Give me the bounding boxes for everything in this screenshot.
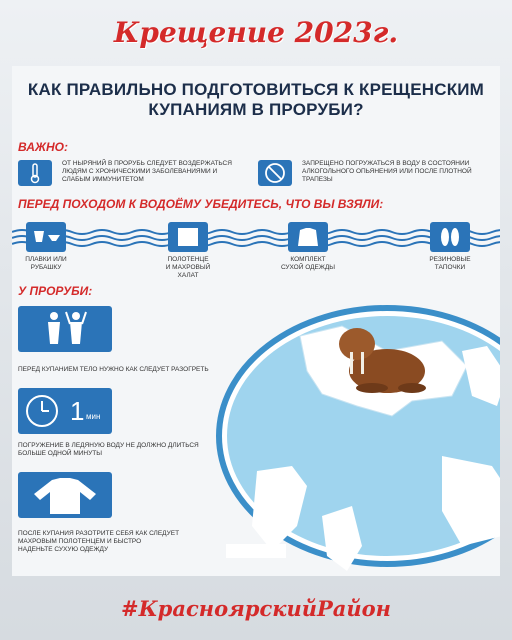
heading-line-1: КАК ПРАВИЛЬНО ПОДГОТОВИТЬСЯ К КРЕЩЕНСКИМ — [27, 80, 485, 99]
thermometer-icon — [18, 160, 52, 186]
towel-icon — [168, 222, 208, 252]
at-hole-label: У ПРОРУБИ: — [18, 284, 93, 298]
heading-line-2: КУПАНИЯМ В ПРОРУБИ? — [148, 100, 364, 119]
tip-dry-off: ПОСЛЕ КУПАНИЯ РАЗОТРИТЕ СЕБЯ КАК СЛЕДУЕТ МАХРОВЫМ ПОЛОТЕНЦЕМ И БЫСТРО НАДЕНЬТЕ СУХУЮ ОДЕЖДУ — [18, 530, 180, 553]
slippers-icon — [430, 222, 470, 252]
sweater-icon — [18, 472, 112, 518]
warm-up-icon — [18, 306, 112, 352]
checklist-label: ПЕРЕД ПОХОДОМ К ВОДОЁМУ УБЕДИТЕСЬ, ЧТО ВЫ ВЗЯЛИ: — [18, 197, 384, 211]
blank-tab — [226, 544, 286, 558]
no-alcohol-icon — [258, 160, 292, 186]
hashtag[interactable]: #КраснoярскийРайон — [120, 596, 391, 621]
infographic-card — [12, 66, 500, 576]
wave-band — [12, 226, 500, 250]
poster-heading — [12, 80, 500, 120]
swimwear-icon — [26, 222, 66, 252]
important-item-2: ЗАПРЕЩЕНО ПОГРУЖАТЬСЯ В ВОДУ В СОСТОЯНИИ АЛКОГОЛЬНОГО ОПЬЯНЕНИЯ ИЛИ ПОСЛЕ ПЛОТНОЙ ТРАПЕЗЫ — [302, 160, 472, 183]
post-title: Крещение 2023г. — [113, 16, 399, 49]
important-label: ВАЖНО: — [18, 140, 68, 154]
important-item-1: ОТ НЫРЯНИЙ В ПРОРУБЬ СЛЕДУЕТ ВОЗДЕРЖАТЬСЯ ЛЮДЯМ С ХРОНИЧЕСКИМИ ЗАБОЛЕВАНИЯМИ И СЛАБЫМ ИММУНИТЕТОМ — [62, 160, 232, 183]
clothes-icon — [288, 222, 328, 252]
tip-one-minute: ПОГРУЖЕНИЕ В ЛЕДЯНУЮ ВОДУ НЕ ДОЛЖНО ДЛИТЬСЯ БОЛЬШЕ ОДНОЙ МИНУТЫ — [18, 442, 199, 457]
checklist-item-clothes: КОМПЛЕКТ СУХОЙ ОДЕЖДЫ — [280, 256, 336, 271]
one-minute-icon: 1 мин — [18, 388, 112, 434]
checklist-item-towel: ПОЛОТЕНЦЕ И МАХРОВЫЙ ХАЛАТ — [165, 256, 211, 279]
tip-warm-up: ПЕРЕД КУПАНИЕМ ТЕЛО НУЖНО КАК СЛЕДУЕТ РАЗОГРЕТЬ — [18, 366, 209, 373]
checklist-item-slippers: РЕЗИНОВЫЕ ТАПОЧКИ — [429, 256, 471, 271]
ice-hole-illustration — [212, 296, 500, 576]
checklist-item-swimwear: ПЛАВКИ ИЛИ РУБАШКУ — [25, 256, 67, 271]
